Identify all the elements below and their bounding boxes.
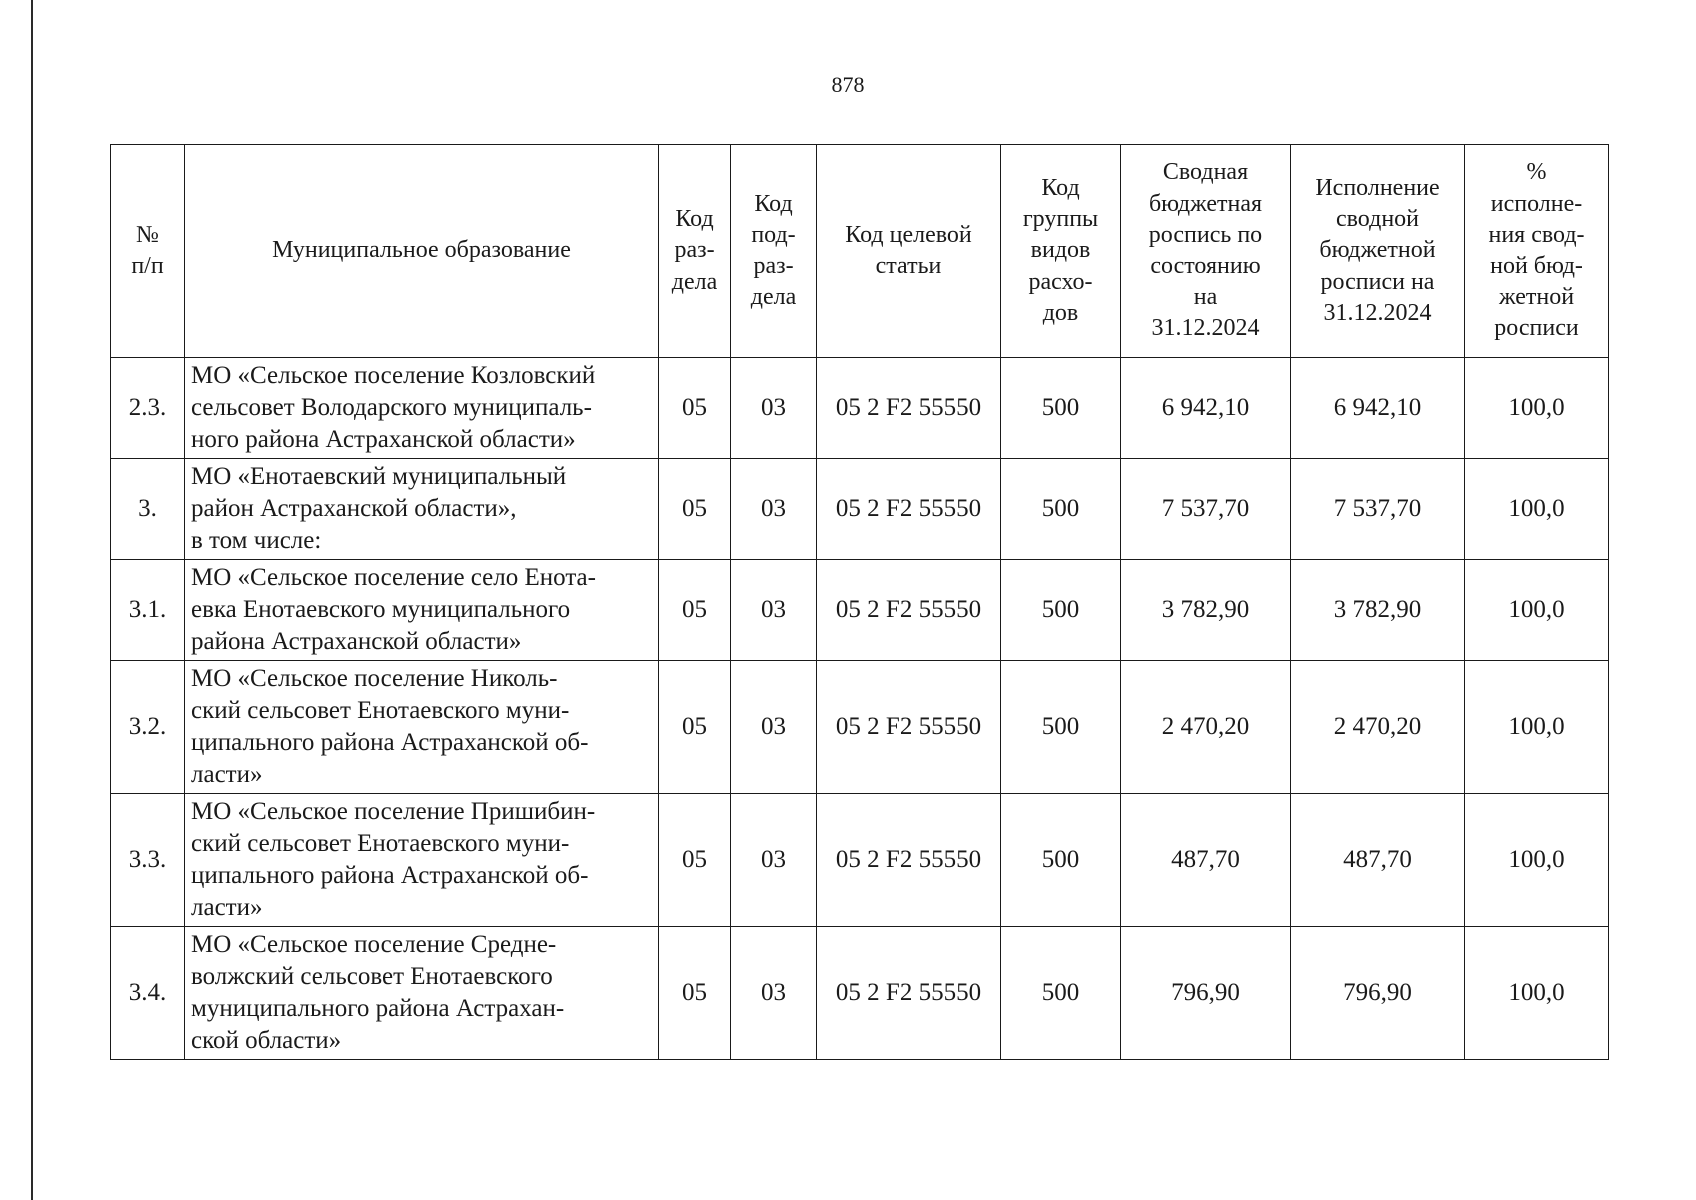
row-number: 3.2. bbox=[111, 661, 185, 794]
municipality-name: МО «Сельское поселение Пришибин- ский сельсовет Енотаевского муни- ципального района Астраханской об- ласти» bbox=[185, 794, 659, 927]
table-row bbox=[111, 927, 1609, 1060]
subsection-code: 03 bbox=[731, 927, 817, 1060]
target-article-code: 05 2 F2 55550 bbox=[817, 560, 1001, 661]
planned-amount: 2 470,20 bbox=[1121, 661, 1291, 794]
page-number: 878 bbox=[831, 72, 865, 97]
planned-amount: 6 942,10 bbox=[1121, 358, 1291, 459]
subsection-code: 03 bbox=[731, 661, 817, 794]
section-code: 05 bbox=[659, 560, 731, 661]
header-execution-percent: % исполне- ния свод- ной бюд- жетной росписи bbox=[1465, 145, 1609, 358]
municipality-name: МО «Сельское поселение Николь- ский сельсовет Енотаевского муни- ципального района Астраханской об- ласти» bbox=[185, 661, 659, 794]
planned-amount: 796,90 bbox=[1121, 927, 1291, 1060]
expense-group-code: 500 bbox=[1001, 560, 1121, 661]
row-number: 3. bbox=[111, 459, 185, 560]
expense-group-code: 500 bbox=[1001, 459, 1121, 560]
expense-group-code: 500 bbox=[1001, 661, 1121, 794]
section-code: 05 bbox=[659, 794, 731, 927]
target-article-code: 05 2 F2 55550 bbox=[817, 794, 1001, 927]
section-code: 05 bbox=[659, 459, 731, 560]
budget-execution-table bbox=[110, 144, 1609, 1060]
executed-amount: 6 942,10 bbox=[1291, 358, 1465, 459]
executed-amount: 2 470,20 bbox=[1291, 661, 1465, 794]
expense-group-code: 500 bbox=[1001, 927, 1121, 1060]
municipality-name: МО «Сельское поселение Средне- волжский сельсовет Енотаевского муниципального района Астрахан- ской области» bbox=[185, 927, 659, 1060]
row-number: 2.3. bbox=[111, 358, 185, 459]
planned-amount: 3 782,90 bbox=[1121, 560, 1291, 661]
row-number: 3.3. bbox=[111, 794, 185, 927]
header-municipality: Муниципальное образование bbox=[185, 145, 659, 358]
target-article-code: 05 2 F2 55550 bbox=[817, 661, 1001, 794]
subsection-code: 03 bbox=[731, 358, 817, 459]
executed-amount: 3 782,90 bbox=[1291, 560, 1465, 661]
expense-group-code: 500 bbox=[1001, 794, 1121, 927]
header-row-number: № п/п bbox=[111, 145, 185, 358]
execution-percent: 100,0 bbox=[1465, 927, 1609, 1060]
binding-edge-line bbox=[31, 0, 33, 1200]
section-code: 05 bbox=[659, 661, 731, 794]
execution-percent: 100,0 bbox=[1465, 794, 1609, 927]
planned-amount: 487,70 bbox=[1121, 794, 1291, 927]
table-row bbox=[111, 794, 1609, 927]
header-subsection-code: Код под- раз- дела bbox=[731, 145, 817, 358]
target-article-code: 05 2 F2 55550 bbox=[817, 927, 1001, 1060]
target-article-code: 05 2 F2 55550 bbox=[817, 358, 1001, 459]
table-row bbox=[111, 661, 1609, 794]
executed-amount: 487,70 bbox=[1291, 794, 1465, 927]
header-budget-execution: Исполнение сводной бюджетной росписи на 31.12.2024 bbox=[1291, 145, 1465, 358]
execution-percent: 100,0 bbox=[1465, 358, 1609, 459]
header-target-article-code: Код целевой статьи bbox=[817, 145, 1001, 358]
row-number: 3.1. bbox=[111, 560, 185, 661]
municipality-name: МО «Сельское поселение село Енота- евка Енотаевского муниципального района Астраханской области» bbox=[185, 560, 659, 661]
table-row bbox=[111, 459, 1609, 560]
section-code: 05 bbox=[659, 358, 731, 459]
planned-amount: 7 537,70 bbox=[1121, 459, 1291, 560]
executed-amount: 7 537,70 bbox=[1291, 459, 1465, 560]
table-row bbox=[111, 560, 1609, 661]
execution-percent: 100,0 bbox=[1465, 459, 1609, 560]
execution-percent: 100,0 bbox=[1465, 560, 1609, 661]
subsection-code: 03 bbox=[731, 459, 817, 560]
table-row bbox=[111, 358, 1609, 459]
execution-percent: 100,0 bbox=[1465, 661, 1609, 794]
header-consolidated-budget: Сводная бюджетная роспись по состоянию на 31.12.2024 bbox=[1121, 145, 1291, 358]
expense-group-code: 500 bbox=[1001, 358, 1121, 459]
municipality-name: МО «Енотаевский муниципальный район Астраханской области», в том числе: bbox=[185, 459, 659, 560]
subsection-code: 03 bbox=[731, 794, 817, 927]
header-section-code: Код раз- дела bbox=[659, 145, 731, 358]
target-article-code: 05 2 F2 55550 bbox=[817, 459, 1001, 560]
executed-amount: 796,90 bbox=[1291, 927, 1465, 1060]
table-header-row bbox=[111, 145, 1609, 358]
subsection-code: 03 bbox=[731, 560, 817, 661]
header-expense-group-code: Код группы видов расхо- дов bbox=[1001, 145, 1121, 358]
row-number: 3.4. bbox=[111, 927, 185, 1060]
municipality-name: МО «Сельское поселение Козловский сельсовет Володарского муниципаль- ного района Астраханской области» bbox=[185, 358, 659, 459]
section-code: 05 bbox=[659, 927, 731, 1060]
